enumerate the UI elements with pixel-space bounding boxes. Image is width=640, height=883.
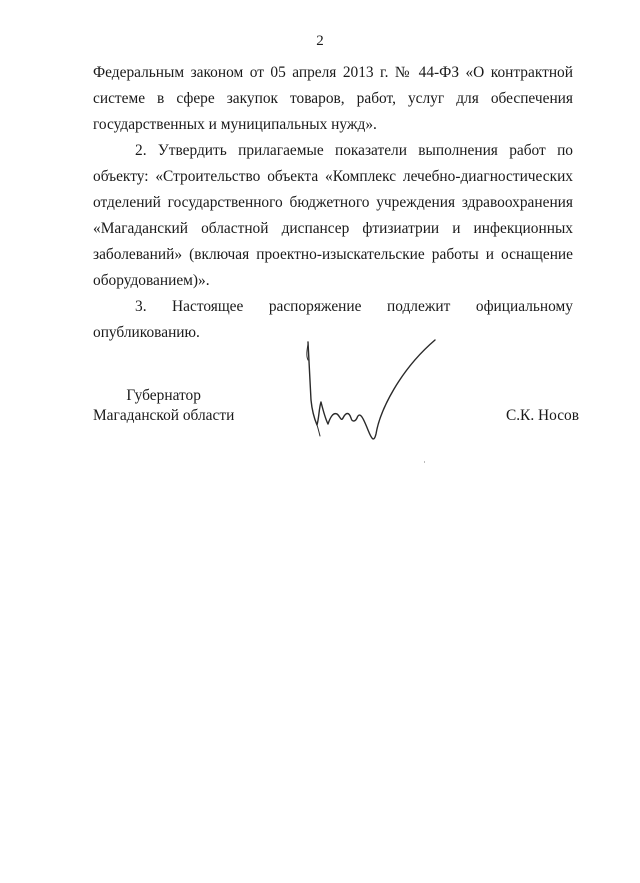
page-number: 2	[316, 33, 324, 49]
signatory-name: С.К. Носов	[505, 407, 579, 424]
signature-icon	[300, 330, 450, 450]
paragraph-approve-indicators: 2. Утвердить прилагаемые показатели выполнения работ по объекту: «Строительство объекта «Комплекс лечебно-диагностических отделений государственного бюджетного учреждения здравоохранения «Магаданский областной диспансер фтизиатрии и инфекционных заболеваний» (включая проектно-изыскательские работы и оснащение оборудованием)».	[93, 142, 573, 289]
signatory-title	[93, 386, 234, 426]
paragraph-federal-law: Федеральным законом от 05 апреля 2013 г. № 44-ФЗ «О контрактной системе в сфере закупок товаров, работ, услуг для обеспечения государственных и муниципальных нужд».	[93, 64, 573, 133]
scan-speck	[424, 461, 425, 463]
signatory-title-line1: Губернатор	[126, 387, 201, 404]
paragraph-publication: 3. Настоящее распоряжение подлежит официальному опубликованию.	[93, 298, 573, 341]
signatory-title-line2: Магаданской области	[93, 407, 235, 424]
